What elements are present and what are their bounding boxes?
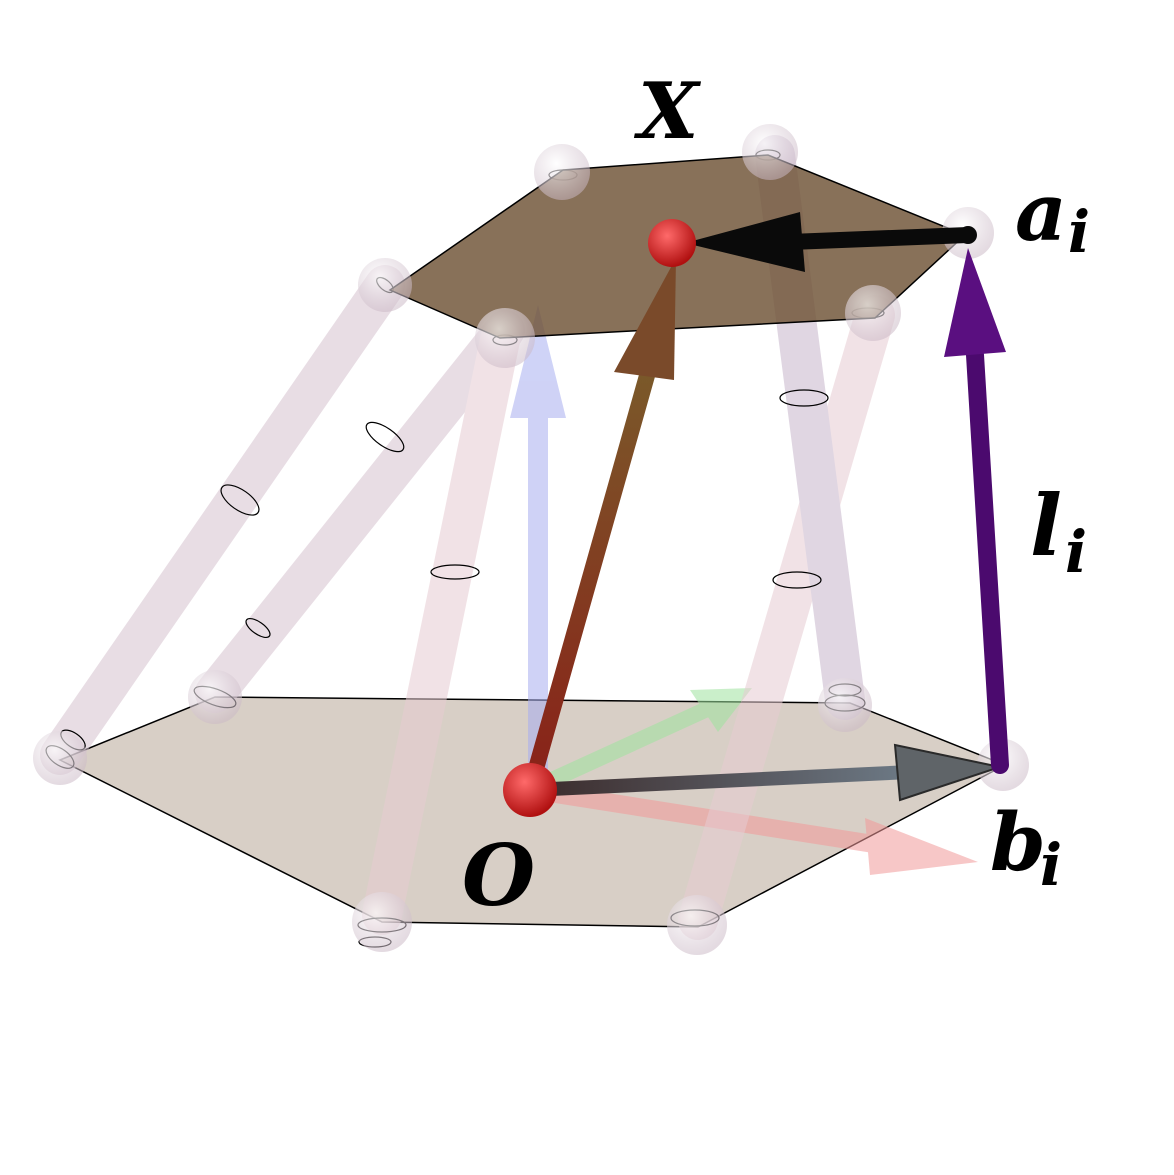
joint-top-6	[475, 308, 535, 368]
joint-base-3	[352, 892, 412, 952]
origin-point	[503, 763, 557, 817]
joint-top-3	[742, 124, 798, 180]
svg-text:a: a	[1015, 165, 1067, 259]
svg-text:i: i	[1040, 831, 1063, 899]
label-a-i	[1015, 165, 1090, 266]
joint-base-5	[818, 678, 872, 732]
label-O: O	[462, 826, 536, 925]
joint-base-1	[33, 731, 87, 785]
joint-top-2	[534, 144, 590, 200]
top-joint-point	[959, 226, 977, 244]
svg-text:i: i	[1065, 518, 1088, 586]
joint-top-5	[845, 285, 901, 341]
joint-top-1	[358, 258, 412, 312]
vector-l	[944, 248, 1006, 765]
svg-text:l: l	[1030, 476, 1062, 575]
svg-text:i: i	[1068, 198, 1091, 266]
label-b-i	[990, 795, 1062, 899]
joint-base-2	[188, 670, 242, 724]
label-X: X	[638, 66, 699, 157]
platform-center-point	[648, 219, 696, 267]
svg-text:b: b	[990, 795, 1046, 889]
joint-base-4	[667, 895, 727, 955]
label-l-i	[1030, 476, 1087, 586]
